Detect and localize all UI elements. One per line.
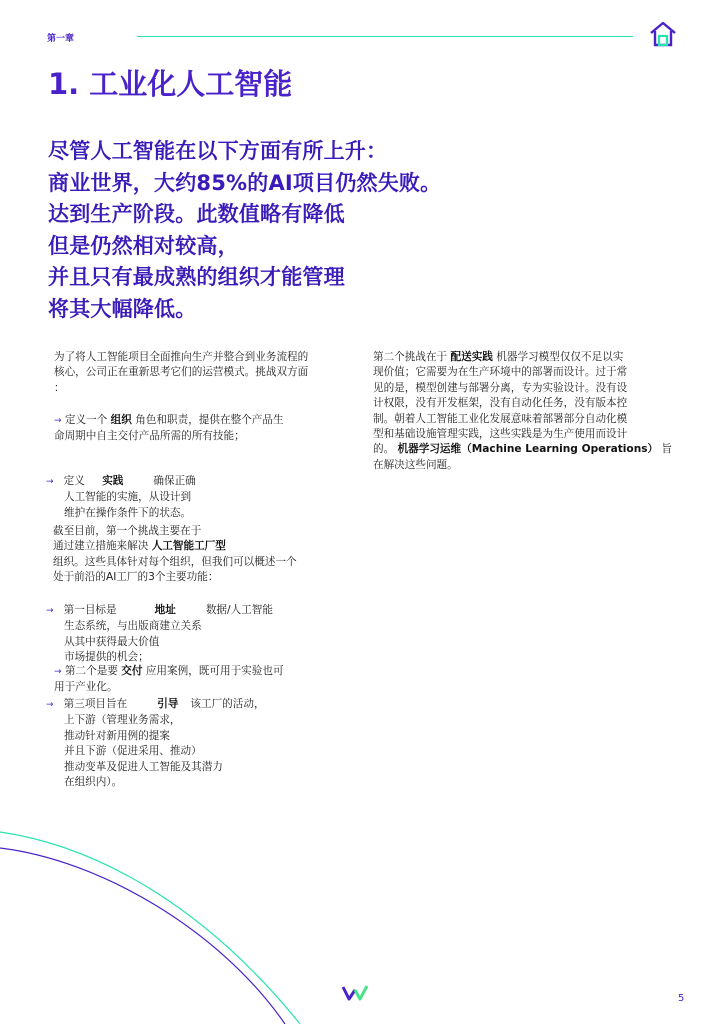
text-line: 并且下游（促进采用、推动） (64, 745, 202, 758)
bullet-text: 第三项目旨在 (63, 698, 128, 710)
bullet-text: 定义 (63, 475, 85, 487)
arrow-icon: → (46, 700, 54, 710)
bullet-text: 角色和职责，提供在整个产品生 (135, 414, 284, 426)
text-line: 核心，公司正在重新思考它们的运营模式。挑战双方面 (54, 366, 309, 379)
chapter-label: 第一章 (47, 34, 75, 44)
text-line: 上下游（管理业务需求， (64, 714, 181, 727)
text-line: 现价值；它需要为在生产环境中的部署而设计。过于常 (373, 366, 628, 379)
text-line: 旨 (661, 443, 673, 456)
page-title: 1. 工业化人工智能 (48, 67, 293, 101)
arrow-icon: → (54, 667, 62, 677)
delivery-paragraph (373, 350, 672, 473)
text-line: 生态系统，与出版商建立关系 (64, 620, 202, 633)
text-line: 第二个挑战在于 (373, 351, 448, 363)
keyword: 配送实践 (450, 351, 493, 363)
text-line: 人工智能的实施，从设计到 (64, 491, 192, 504)
text-line: 在解决这些问题。 (373, 458, 458, 471)
bullet-keyword: 交付 (121, 665, 143, 677)
text-line: 通过建立措施来解决 (53, 540, 149, 553)
headline-line: 尽管人工智能在以下方面有所上升： (48, 139, 388, 163)
headline-line: 商业世界，大约85%的AI项目仍然失败。 (48, 170, 442, 195)
headline-line: 达到生产阶段。此数值略有降低 (48, 202, 345, 226)
text-line: 为了将人工智能项目全面推向生产并整合到业务流程的 (54, 351, 309, 363)
arrow-icon: → (54, 416, 62, 426)
keyword: 人工智能工厂型 (151, 540, 226, 553)
text-line: 推动变革及促进人工智能及其潜力 (64, 760, 223, 773)
text-line: 推动针对新用例的提案 (64, 729, 170, 742)
function-address (46, 603, 273, 666)
bullet-organization (54, 413, 284, 445)
bullet-keyword: 实践 (102, 475, 124, 487)
bullet-text: 第二个是要 (64, 665, 118, 677)
bullet-text: 应用案例，既可用于实验也可 (145, 665, 284, 677)
headline-line: 将其大幅降低。 (48, 296, 197, 321)
page-number: 5 (678, 993, 685, 1004)
text-line: 从其中获得最大价值 (64, 635, 160, 648)
text-line: 市场提供的机会； (64, 651, 149, 664)
bullet-keyword: 引导 (157, 698, 179, 710)
function-steer (46, 697, 265, 790)
arrow-icon: → (46, 477, 54, 487)
headline (48, 136, 648, 325)
brand-logo (341, 983, 369, 1003)
text-line: 计权限，没有开发框架，没有自动化任务，没有版本控 (373, 397, 628, 410)
bullet-text: 定义一个 (64, 414, 108, 426)
bullet-keyword: 地址 (154, 604, 176, 616)
bullet-practice (46, 474, 196, 521)
text-line: 机器学习模型仅仅不足以实 (496, 351, 624, 363)
text-line: 用于产业化。 (54, 681, 118, 694)
headline-line: 但是仍然相对较高， (48, 233, 239, 258)
bullet-text: 第一目标是 (63, 604, 117, 616)
text-line: 的。 (373, 443, 395, 456)
bullet-text: 该工厂的活动， (190, 698, 265, 710)
header-divider (137, 36, 633, 37)
text-line: 处于前沿的AI工厂的3个主要功能： (53, 571, 219, 584)
text-line: ： (54, 381, 65, 394)
text-line: 在组织内）。 (64, 776, 123, 789)
intro-paragraph (54, 350, 308, 396)
function-deliver (54, 664, 284, 696)
keyword: 机器学习运维（Machine Learning Operations） (397, 443, 659, 456)
headline-line: 并且只有最成熟的组织才能管理 (48, 265, 345, 289)
text-line: 型和基础设施管理实践，这些实践是为生产使用而设计 (373, 428, 628, 441)
text-line: 组织。这些具体针对每个组织，但我们可以概述一个 (53, 555, 297, 568)
text-line: 截至目前，第一个挑战主要在于 (53, 525, 202, 537)
home-icon[interactable] (648, 20, 678, 48)
text-line: 制。朝着人工智能工业化发展意味着部署部分自动化模 (373, 412, 628, 425)
text-line: 见的是，模型创建与部署分离，专为实验设计。没有设 (373, 381, 628, 394)
bullet-text: 确保正确 (153, 475, 196, 487)
bullet-text: 数据/人工智能 (205, 604, 273, 616)
text-line: 命周期中自主交付产品所需的所有技能； (54, 430, 245, 443)
bullet-keyword: 组织 (110, 414, 132, 426)
text-line: 维护在操作条件下的状态。 (64, 506, 192, 519)
ai-factory-paragraph (53, 524, 297, 586)
arrow-icon: → (46, 606, 54, 616)
